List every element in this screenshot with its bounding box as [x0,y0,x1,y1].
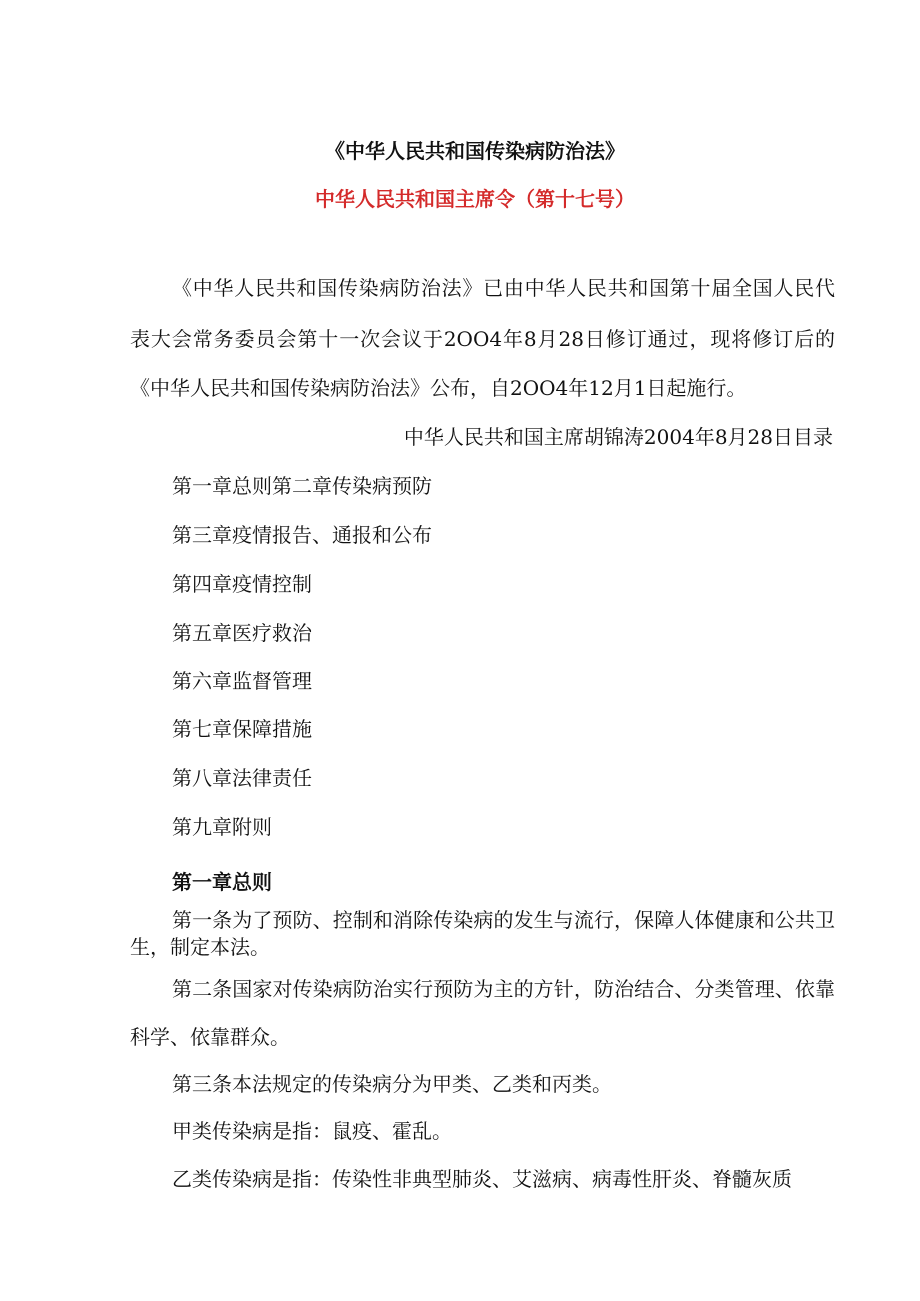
toc-item: 第八章法律责任 [172,766,312,790]
preamble-line-2: 表大会常务委员会第十一次会议于2OO4年8月28日修订通过，现将修订后的 [130,327,835,351]
article-3: 第三条本法规定的传染病分为甲类、乙类和丙类。 [172,1072,612,1096]
document-subtitle: 中华人民共和国主席令（第十七号） [315,187,635,211]
signature-line: 中华人民共和国主席胡锦涛2004年8月28日目录 [403,425,833,449]
preamble-line-1: 《中华人民共和国传染病防治法》已由中华人民共和国第十届全国人民代 [172,276,835,300]
article-2-line-2: 科学、依靠群众。 [130,1025,290,1049]
toc-item: 第一章总则第二章传染病预防 [172,474,432,498]
toc-item: 第九章附则 [172,815,272,839]
toc-item: 第七章保障措施 [172,717,312,741]
preamble-line-3: 《中华人民共和国传染病防治法》公布，自2OO4年12月1日起施行。 [130,376,747,400]
chapter-heading: 第一章总则 [172,870,272,894]
class-a-text: 甲类传染病是指：鼠疫、霍乱。 [172,1119,452,1143]
article-1-line-2: 生，制定本法。 [130,935,270,959]
toc-item: 第六章监督管理 [172,669,312,693]
document-title: 《中华人民共和国传染病防治法》 [325,139,625,163]
article-1-line-1: 第一条为了预防、控制和消除传染病的发生与流行，保障人体健康和公共卫 [172,908,835,932]
toc-item: 第五章医疗救治 [172,621,312,645]
toc-item: 第四章疫情控制 [172,572,312,596]
article-2-line-1: 第二条国家对传染病防治实行预防为主的方针，防治结合、分类管理、依靠 [172,977,835,1001]
class-b-text: 乙类传染病是指：传染性非典型肺炎、艾滋病、病毒性肝炎、脊髓灰质 [172,1167,792,1191]
toc-item: 第三章疫情报告、通报和公布 [172,523,432,547]
